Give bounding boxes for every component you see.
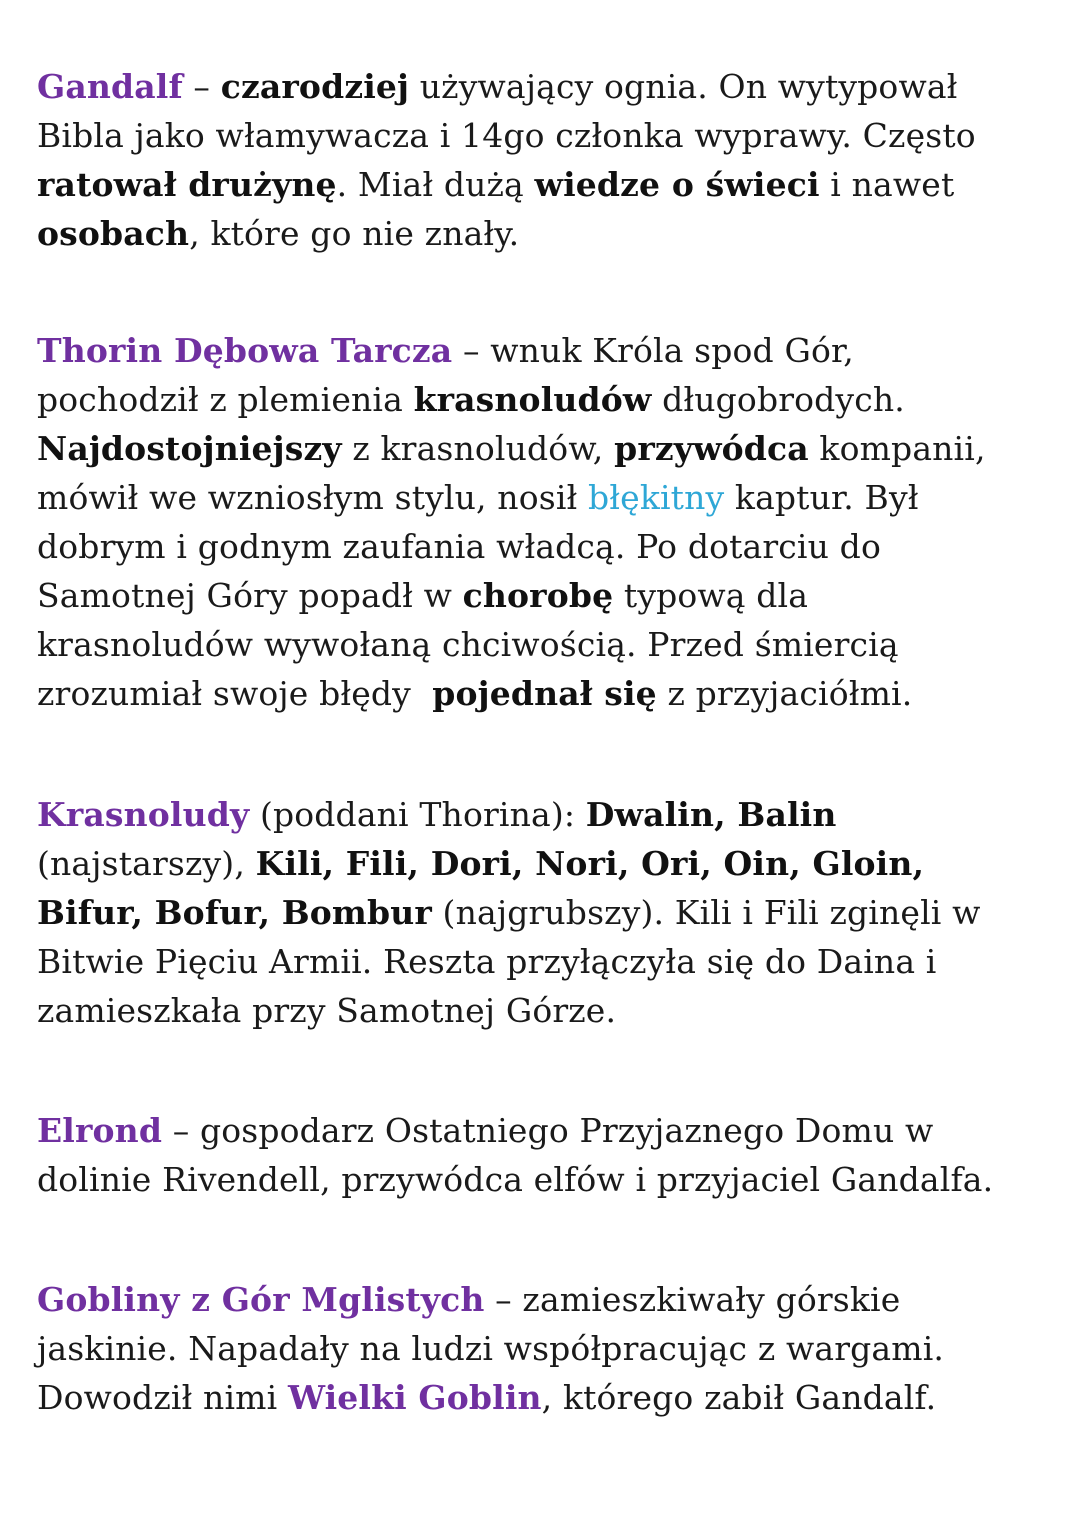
text-run: dolinie Rivendell, przywódca elfów i przyjaciel Gandalfa. — [37, 1160, 994, 1199]
text-run: i nawet — [819, 165, 955, 204]
text-run: Bitwie Pięciu Armii. Reszta przyłączyła się do Daina i — [37, 942, 937, 981]
text-line — [37, 620, 1040, 669]
text-run: – — [182, 67, 221, 106]
bold-phrase: ratował drużynę — [37, 165, 337, 204]
bold-phrase: chorobę — [462, 576, 614, 615]
text-run: zamieszkała przy Samotnej Górze. — [37, 991, 617, 1030]
text-line — [37, 160, 1040, 209]
text-line — [37, 1106, 1040, 1155]
text-line — [37, 986, 1040, 1035]
text-run: typową dla — [613, 576, 809, 615]
text-run: Dowodził nimi — [37, 1378, 288, 1417]
entry-krasnoludy — [37, 790, 1040, 1035]
entry-gobliny — [37, 1275, 1040, 1422]
text-line — [37, 111, 1040, 160]
text-run: długobrodych. — [651, 380, 905, 419]
text-run: Bibla jako włamywacza i 14go członka wyprawy. Często — [37, 116, 976, 155]
bold-phrase: przywódca — [614, 429, 809, 468]
text-line — [37, 375, 1040, 424]
text-line — [37, 326, 1040, 375]
text-run: używający ognia. On wytypował — [409, 67, 958, 106]
text-run: , którego zabił Gandalf. — [541, 1378, 937, 1417]
entry-gandalf — [37, 62, 1040, 258]
text-line — [37, 1155, 1040, 1204]
bold-phrase: osobach — [37, 214, 190, 253]
text-run: . Miał dużą — [336, 165, 535, 204]
bold-phrase: wiedze o świeci — [534, 165, 820, 204]
bold-phrase: pojednał się — [432, 674, 657, 713]
entry-thorin — [37, 326, 1040, 718]
bold-phrase: Bifur, Bofur, Bombur — [37, 893, 432, 932]
bold-phrase: Kili, Fili, Dori, Nori, Ori, Oin, Gloin, — [255, 844, 925, 883]
text-line — [37, 1275, 1040, 1324]
character-name: Thorin Dębowa Tarcza — [37, 331, 453, 370]
text-run: z przyjaciółmi. — [656, 674, 913, 713]
text-run: mówił we wzniosłym stylu, nosił — [37, 478, 589, 517]
character-name: Krasnoludy — [37, 795, 250, 834]
text-run: kaptur. Był — [724, 478, 919, 517]
text-line — [37, 1324, 1040, 1373]
text-run: (poddani Thorina): — [249, 795, 586, 834]
bold-phrase: Najdostojniejszy — [37, 429, 342, 468]
text-line — [37, 669, 1040, 718]
text-line — [37, 424, 1040, 473]
bold-phrase: Dwalin, Balin — [585, 795, 837, 834]
character-name: Elrond — [37, 1111, 163, 1150]
text-run: – wnuk Króla spod Gór, — [452, 331, 854, 370]
text-run: zrozumiał swoje błędy — [37, 674, 433, 713]
text-line — [37, 62, 1040, 111]
bold-phrase: czarodziej — [220, 67, 410, 106]
text-run: jaskinie. Napadały na ludzi współpracując z wargami. — [37, 1329, 945, 1368]
text-run: (najstarszy), — [37, 844, 256, 883]
text-line — [37, 473, 1040, 522]
text-line — [37, 839, 1040, 888]
text-line — [37, 522, 1040, 571]
text-run: – zamieszkiwały górskie — [484, 1280, 901, 1319]
colored-word: błękitny — [588, 478, 725, 517]
text-run: dobrym i godnym zaufania władcą. Po dotarciu do — [37, 527, 881, 566]
character-name: Gobliny z Gór Mglistych — [37, 1280, 485, 1319]
character-name: Gandalf — [37, 67, 183, 106]
text-line — [37, 209, 1040, 258]
text-run: krasnoludów wywołaną chciwością. Przed śmiercią — [37, 625, 899, 664]
text-run: z krasnoludów, — [341, 429, 615, 468]
bold-phrase: krasnoludów — [413, 380, 652, 419]
character-name: Wielki Goblin — [287, 1378, 542, 1417]
entry-elrond — [37, 1106, 1040, 1204]
text-run: pochodził z plemienia — [37, 380, 414, 419]
text-run: Samotnej Góry popadł w — [37, 576, 463, 615]
text-run: (najgrubszy). Kili i Fili zginęli w — [431, 893, 981, 932]
text-line — [37, 790, 1040, 839]
text-line — [37, 888, 1040, 937]
text-line — [37, 1373, 1040, 1422]
text-run: , które go nie znały. — [189, 214, 520, 253]
text-line — [37, 937, 1040, 986]
text-run: kompanii, — [808, 429, 986, 468]
text-run: – gospodarz Ostatniego Przyjaznego Domu w — [162, 1111, 934, 1150]
text-line — [37, 571, 1040, 620]
